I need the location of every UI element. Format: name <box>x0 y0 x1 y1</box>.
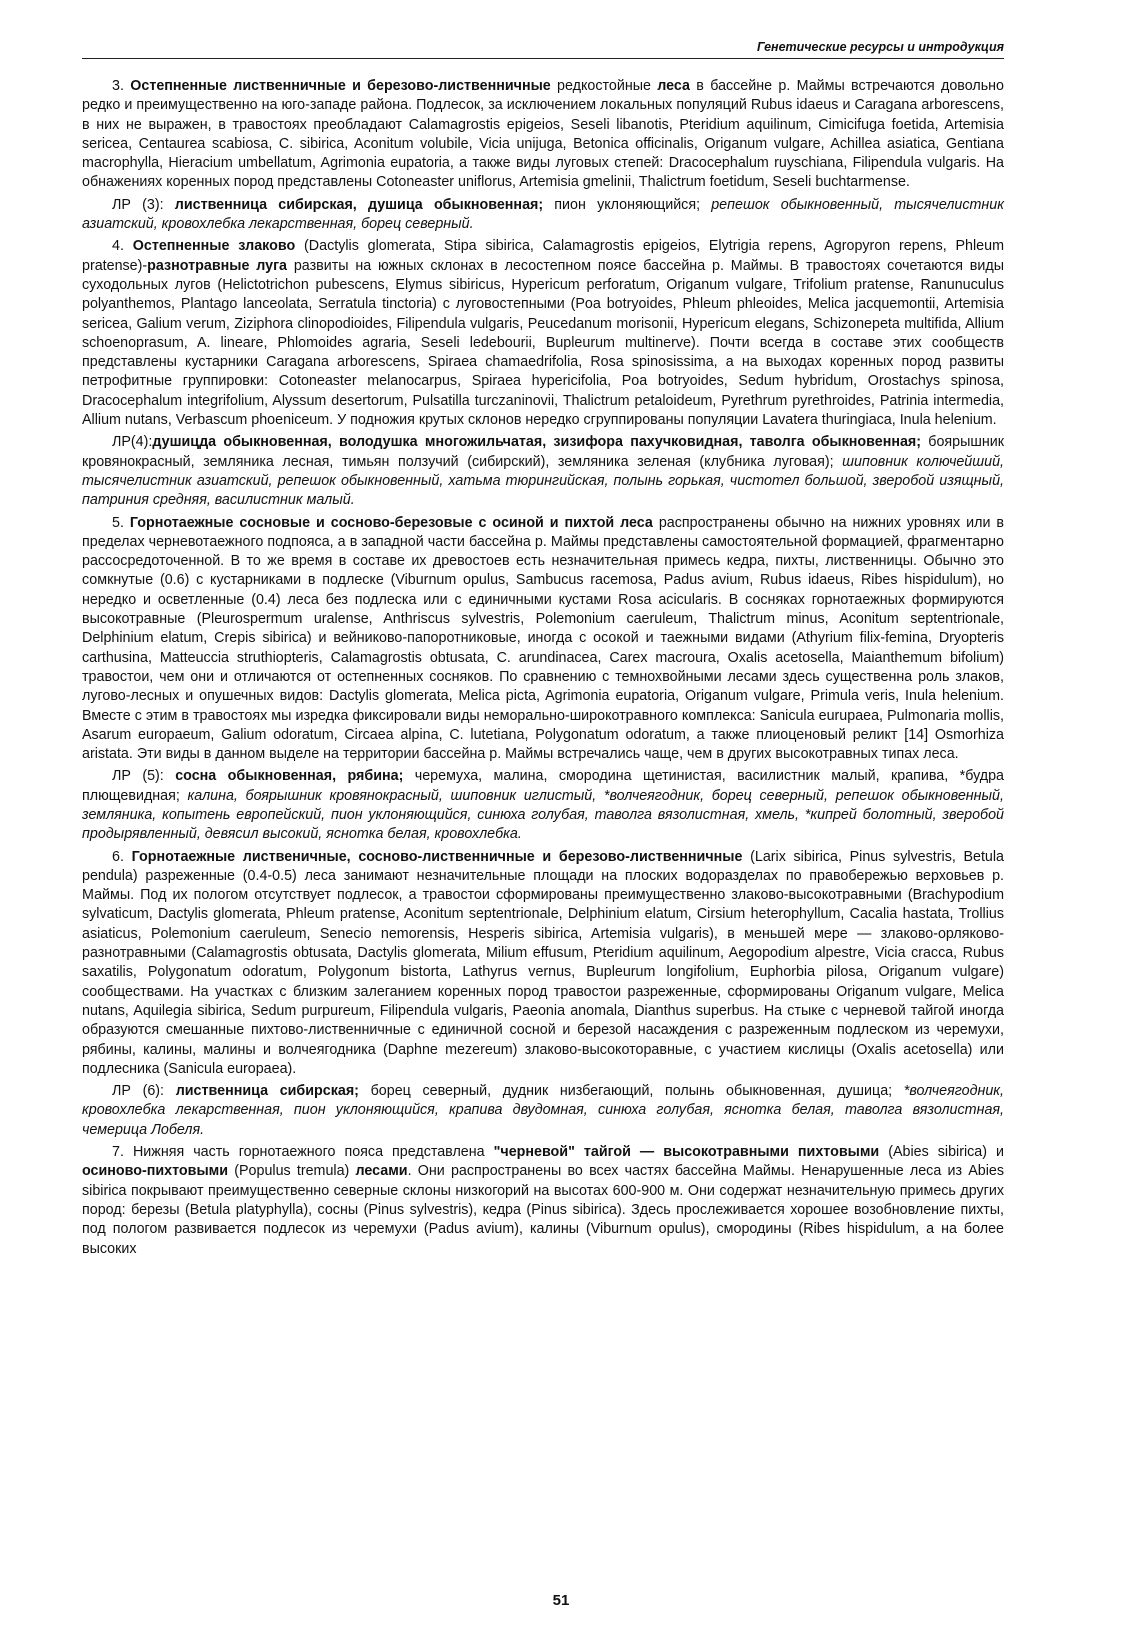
lr-label: ЛР(4): <box>112 434 153 451</box>
section-number: 4. <box>112 238 124 255</box>
lr-label: ЛР (5): <box>112 768 176 785</box>
running-header: Генетические ресурсы и интродукция <box>82 40 1004 59</box>
article-body <box>82 74 1004 1259</box>
section-7-paragraph: 7. Нижняя часть горнотаежного пояса представлена "черневой" тайгой — высокотравными пихтовыми (Abies sibirica) и осиново-пихтовыми (Populus tremula) лесами. Они распространены во всех частях бассейна Маймы. Ненарушенные леса из Abies sibirica покрывают преимущественно северные склоны низкогорий на высотах 600-900 м. Они содержат незначительную примесь других пород: березы (Betula platyphylla), сосны (Pinus sylvestris), кедра (Pinus sibirica). Здесь прослеживается хорошее возобновление пихты, под пологом развивается подлесок из черемухи (Padus avium), калины (Viburnum opulus), смородины (Ribes hispidulum, а на более высоких <box>82 1144 1004 1257</box>
section-number: 7. <box>112 1144 124 1161</box>
section-number: 6. <box>112 848 124 865</box>
lr-3-paragraph: ЛР (3): лиственница сибирская, душица обыкновенная; пион уклоняющийся; репешок обыкновенный, тысячелистник азиатский, кровохлебка лекарственная, борец северный. <box>82 196 1004 233</box>
section-5-paragraph: 5. Горнотаежные сосновые и сосново-березовые с осиной и пихтой леса распространены обычно на нижних уровнях или в пределах черневотаежного подпояса, а в западной части бассейна р. Маймы представлены самостоятельной формацией, фрагментарно рассосредоточенной. В то же время в составе их древостоев есть незначительная примесь кедра, пихты, лиственницы. Обычно это сомкнутые (0.6) с кустарниками в подлеске (Viburnum opulus, Sambucus racemosa, Padus avium, Rubus idaeus, Ribes hispidulum), но нередко и осветленные (0.4) леса без подлеска или с единичными кустами Rosa acicularis. В сосняках горнотаежных формируются высокотравные (Pleurospermum uralense, Anthriscus sylvestris, Polemonium caeruleum, Thalictrum minus, Aconitum septentrionale, Delphinium elatum, Crepis sibirica) и вейниково-папоротниковые, иногда с осокой и таежными видами (Athyrium filix-femina, Dryopteris carthusina, Matteuccia struthiopteris, Calamagrostis obtusata, C. arundinacea, Carex macroura, Oxalis acetosella, Maianthemum bifolium) травостои, чем они и отличаются от остепненных сосняков. По сравнению с темнохвойными лесами здесь существенна роль злаков, лугово-лесных и опушечных видов: Dactylis glomerata, Melica picta, Agrimonia eupatoria, Origanum vulgare, Primula veris, Inula helenium. Вместе с этим в травостоях мы изредка фиксировали виды неморально-широкотравного комплекса: Sanicula eurupaea, Pulmonaria mollis, Asarum europaeum, Galium odoratum, Circaea alpina, C. lutetiana, Polygonatum odoratum, а также плиоценовый реликт [14] Osmorhiza aristata. Эти виды в данном выделе на территории бассейна р. Маймы встречались чаще, чем в других высокотравных типах леса. <box>82 514 1004 763</box>
section-title: Остепненные злаково <box>132 238 296 255</box>
lr-4-paragraph: ЛР(4):душицда обыкновенная, володушка многожильчатая, зизифора пахучковидная, таволга обыкновенная; боярышник кровянокрасный, земляника лесная, тимьян ползучий (сибирский), земляника зеленая (клубника луговая); шиповник колючейший, тысячелистник азиатский, репешок обыкновенный, хатьма тюрингийская, полынь горькая, чистотел большой, зверобой изящный, патриния средняя, василистник малый. <box>82 434 1004 509</box>
section-4-paragraph: 4. Остепненные злаково (Dactylis glomerata, Stipa sibirica, Calamagrostis epigeios, Elytrigia repens, Agropyron repens, Phleum pratense)-разнотравные луга развиты на южных склонах в лесостепном поясе бассейна р. Маймы. В травостоях сочетаются виды суходольных лугов (Helictotrichon pubescens, Elymus sibiricus, Hypericum perforatum, Origanum vulgare, Trifolium pratense, Ranunuculus polyanthemos, Plantago lanceolata, Serratula tinctoria) с луговостепными (Poa botryoides, Phleum phleoides, Melica jacquemontii, Artemisia sericea, Galium verum, Ziziphora clinopodioides, Filipendula vulgaris, Peucedanum morisonii, Hypericum elegans, Schizonepeta multifida, Allium schoenoprasum, A. lineare, Phlomoides agraria, Seseli ledebourii, Bupleurum multinerve). Почти всегда в составе этих сообществ представлены кустарники Caragana arborescens, Spiraea chamaedrifolia, Rosa spinosissima, а на выходах коренных пород развиты петрофитные группировки: Cotoneaster melanocarpus, Spiraea hypericifolia, Poa botryoides, Sedum hybridum, Orostachys spinosa, Dracocephalum integrifolium, Alyssum desertorum, Pulsatilla turczaninovii, Thalictrum petaloideum, Pyrethrum pyrethroides, Patrinia intermedia, Allium nutans, Verbascum phoeniceum. У подножия крутых склонов нередко сгруппированы популяции Lavatera thuringiaca, Inula helenium. <box>82 238 1004 429</box>
lr-5-paragraph: ЛР (5): сосна обыкновенная, рябина; черемуха, малина, смородина щетинистая, василистник малый, крапива, *будра плющевидная; калина, боярышник кровянокрасный, шиповник иглистый, *волчеягодник, борец северный, репешок обыкновенный, земляника, копытень европейский, пион уклоняющийся, синюха голубая, таволга вязолистная, хмель, *кипрей болотный, зверобой продырявленный, девясил высокий, яснотка белая, кровохлебка. <box>82 768 1005 843</box>
section-title: Горнотаежные сосновые и сосново-березовые с осиной и пихтой леса <box>129 514 653 531</box>
section-title: Остепненные лиственничные и березово-лиственничные <box>130 78 551 94</box>
section-3-paragraph: 3. Остепненные лиственничные и березово-лиственничные редкостойные леса в бассейне р. Маймы встречаются довольно редко и преимущественно на юго-западе района. Подлесок, за исключением локальных популяций Rubus idaeus и Caragana arborescens, в них не выражен, в травостоях преобладают Calamagrostis epigeios, Seseli libanotis, Pteridium aquilinum, Cimicifuga foetida, Artemisia sericea, Centaurea scabiosa, C. sibirica, Aconitum volubile, Vicia unijuga, Betonica officinalis, Origanum vulgare, Achillea asiatica, Gentiana macrophylla, Hieracium umbellatum, Agrimonia eupatoria, а также виды луговых степей: Dracocephalum ruyschiana, Filipendula vulgaris. На обнажениях коренных пород представлены Cotoneaster uniflorus, Artemisia gmelinii, Thalictrum foetidum, Seseli buchtarmense. <box>82 78 1004 191</box>
section-title: Горнотаежные лиственичные, сосново-лиственничные и березово-лиственничные <box>131 848 743 865</box>
page-number: 51 <box>552 1592 570 1609</box>
section-number: 5. <box>112 514 124 531</box>
lr-label: ЛР (3): <box>112 196 175 213</box>
lr-label: ЛР (6): <box>112 1083 176 1100</box>
section-6-paragraph: 6. Горнотаежные лиственичные, сосново-лиственничные и березово-лиственничные (Larix sibirica, Pinus sylvestris, Betula pendula) разреженные (0.4-0.5) леса занимают незначительные площади на плоских водоразделах по правобережью верховьев р. Маймы. Под их пологом отсутствует подлесок, а травостои сформированы преимущественно злаково-высокотравными (Brachypodium sylvaticum, Dactylis glomerata, Phleum pratense, Aconitum septentrionale, Delphinium elatum, Cirsium heterophyllum, Cacalia hastata, Trollius asiaticus, Polemonium caeruleum, Senecio nemorensis, Hesperis sibirica, Artemisia vulgaris), в меньшей мере — злаково-орляково-разнотравными (Calamagrostis obtusata, Dactylis glomerata, Milium effusum, Pteridium aquilinum, Aegopodium alpestre, Vicia cracca, Rubus saxatilis, Polygonatum odoratum, Polygonum bistorta, Lathyrus vernus, Bupleurum longifolium, Euphorbia pilosa, Origanum vulgare) сообществами. На участках с близким залеганием коренных пород травостои разреженные, сформированы Origanum vulgare, Melica nutans, Aquilegia sibirica, Sedum purpureum, Filipendula vulgaris, Paeonia anomala, Dianthus superbus. На стыке с черневой тайгой иногда образуются смешанные пихтово-лиственничные с единичной сосной и березой насаждения с разреженным подлеском из черемухи, рябины, калины, малины и волчеягодника (Daphne mezereum) злаково-высокоторавные, с участием кислицы (Oxalis acetosella) или подлесника (Sanicula europaea). <box>82 848 1005 1077</box>
section-number: 3. <box>112 78 124 94</box>
section-title: "черневой" тайгой — высокотравными пихтовыми <box>493 1144 880 1161</box>
lr-6-paragraph: ЛР (6): лиственница сибирская; борец северный, дудник низбегающий, полынь обыкновенная, душица; *волчеягодник, кровохлебка лекарственная, пион уклоняющийся, крапива двудомная, синюха голубая, яснотка белая, таволга вязолистная, чемерица Лобеля. <box>82 1083 1005 1138</box>
